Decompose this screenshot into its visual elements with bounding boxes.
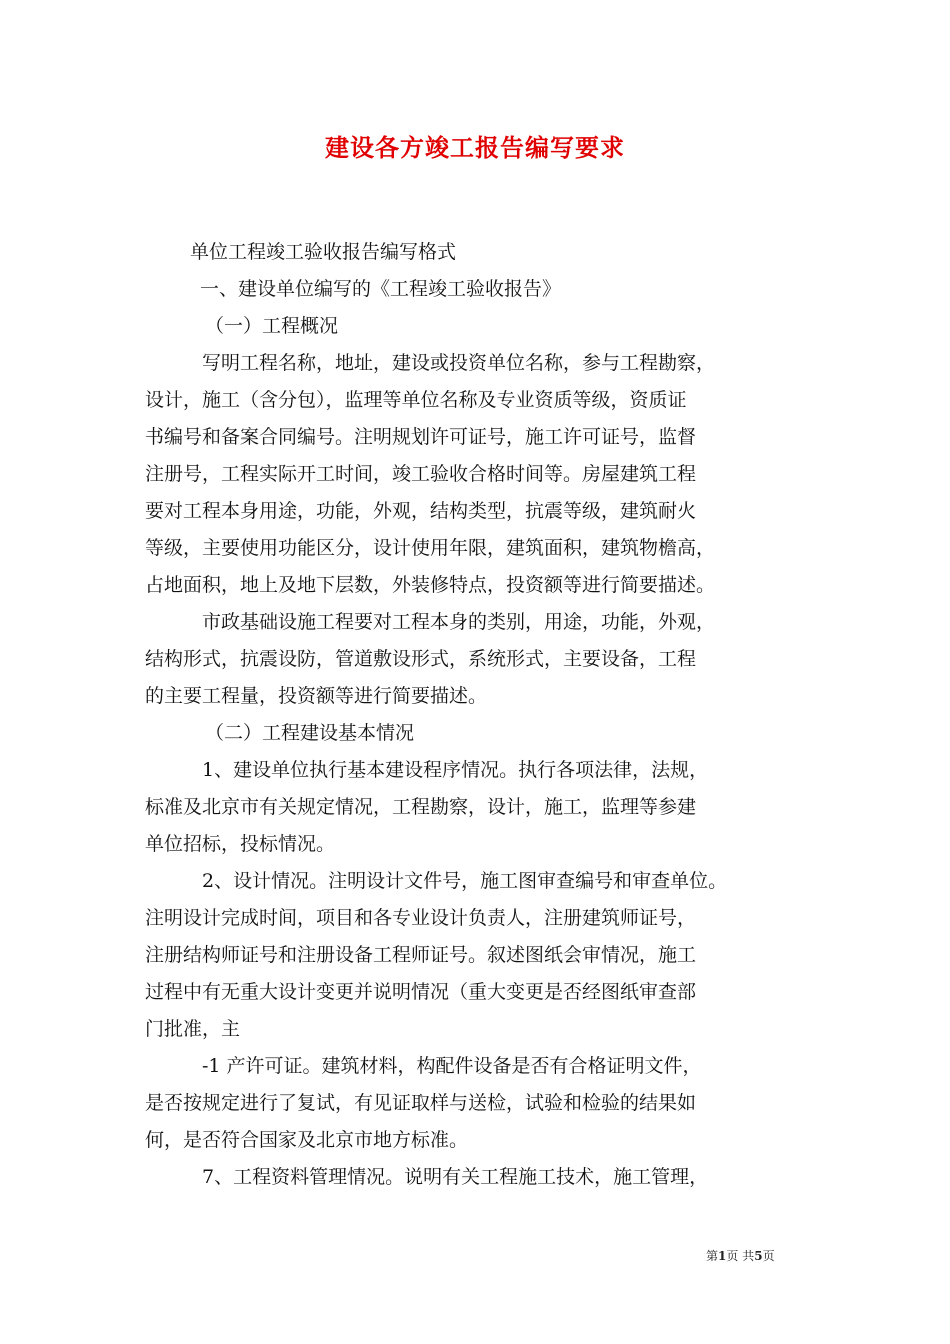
paragraph-line: 注明设计完成时间，项目和各专业设计负责人，注册建筑师证号， <box>145 907 697 929</box>
paragraph-line: 设计，施工（含分包），监理等单位名称及专业资质等级，资质证 <box>145 389 687 411</box>
document-body <box>145 234 811 1196</box>
page-number-footer <box>706 1247 775 1264</box>
paragraph-line: 占地面积，地上及地下层数，外装修特点，投资额等进行简要描述。 <box>145 574 716 596</box>
document-title: 建设各方竣工报告编写要求 <box>325 133 625 162</box>
paragraph-line: 1、建设单位执行基本建设程序情况。执行各项法律，法规， <box>202 759 709 781</box>
paragraph-line: 的主要工程量，投资额等进行简要描述。 <box>145 685 488 707</box>
paragraph-line: -1 产许可证。建筑材料，构配件设备是否有合格证明文件， <box>202 1055 702 1077</box>
total-page-number: 5 <box>754 1249 763 1263</box>
subsection-heading: （二）工程建设基本情况 <box>205 722 415 744</box>
paragraph-line: 结构形式，抗震设防，管道敷设形式，系统形式，主要设备，工程 <box>145 648 697 670</box>
current-page-number: 1 <box>718 1249 727 1263</box>
paragraph-line: 等级，主要使用功能区分，设计使用年限，建筑面积，建筑物檐高， <box>145 537 716 559</box>
paragraph-line: 7、工程资料管理情况。说明有关工程施工技术，施工管理， <box>202 1166 709 1188</box>
section-heading: 单位工程竣工验收报告编写格式 <box>190 241 457 263</box>
paragraph-line: 是否按规定进行了复试，有见证取样与送检，试验和检验的结果如 <box>145 1092 697 1114</box>
section-heading: 一、建设单位编写的《工程竣工验收报告》 <box>200 278 562 300</box>
paragraph-line: 书编号和备案合同编号。注明规划许可证号，施工许可证号，监督 <box>145 426 697 448</box>
paragraph-line: 注册号，工程实际开工时间，竣工验收合格时间等。房屋建筑工程 <box>145 463 697 485</box>
paragraph-line: 市政基础设施工程要对工程本身的类别，用途，功能，外观， <box>202 611 716 633</box>
footer-prefix: 第 <box>706 1249 719 1263</box>
paragraph-line: 写明工程名称，地址，建设或投资单位名称，参与工程勘察， <box>202 352 716 374</box>
footer-middle: 页 共 <box>726 1249 755 1263</box>
paragraph-line: 注册结构师证号和注册设备工程师证号。叙述图纸会审情况，施工 <box>145 944 697 966</box>
subsection-heading: （一）工程概况 <box>205 315 339 337</box>
paragraph-line: 门批准，主 <box>145 1018 241 1040</box>
paragraph-line: 单位招标，投标情况。 <box>145 833 336 855</box>
paragraph-line: 标准及北京市有关规定情况，工程勘察，设计，施工，监理等参建 <box>145 796 697 818</box>
paragraph-line: 过程中有无重大设计变更并说明情况（重大变更是否经图纸审查部 <box>145 981 697 1003</box>
paragraph-line: 何，是否符合国家及北京市地方标准。 <box>145 1129 469 1151</box>
paragraph-line: 要对工程本身用途，功能，外观，结构类型，抗震等级，建筑耐火 <box>145 500 697 522</box>
footer-suffix: 页 <box>762 1249 775 1263</box>
paragraph-line: 2、设计情况。注明设计文件号，施工图审查编号和审查单位。 <box>202 870 728 892</box>
